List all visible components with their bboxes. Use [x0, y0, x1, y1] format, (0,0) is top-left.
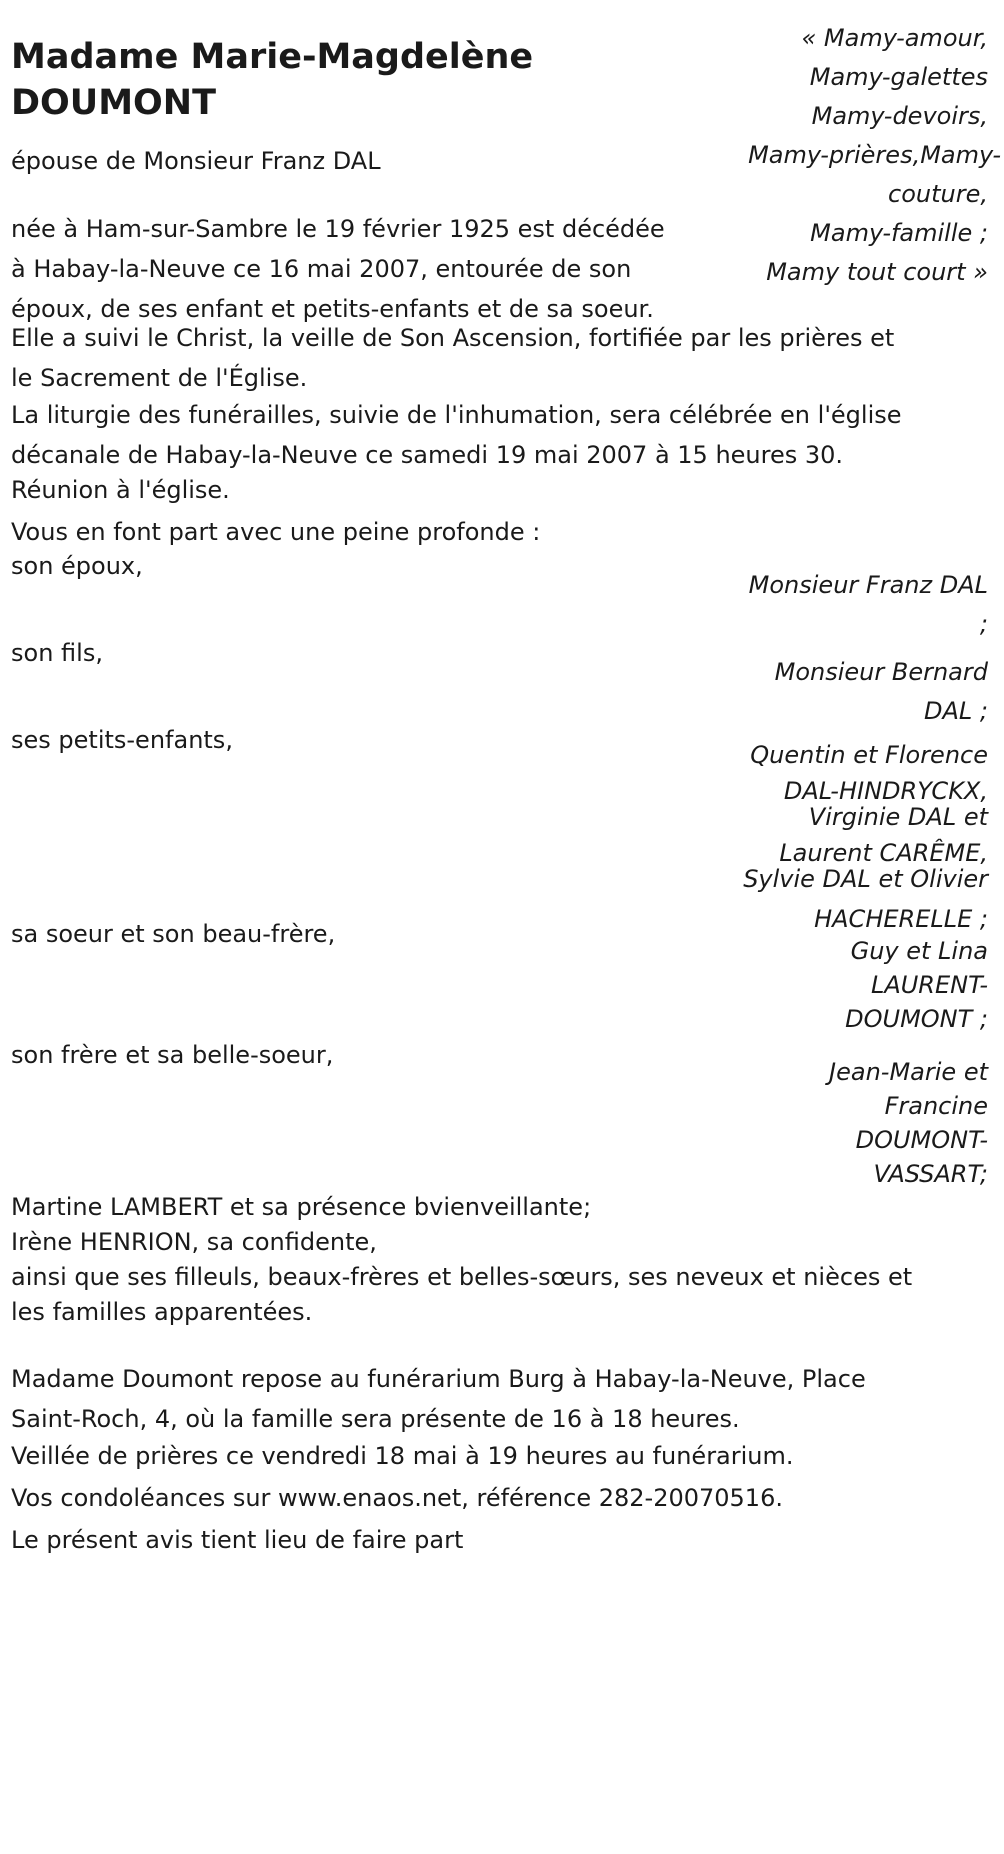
poem-line: « Mamy-amour, [801, 24, 988, 52]
family-name-line: DOUMONT ; [845, 1005, 988, 1033]
text-line: Elle a suivi le Christ, la veille de Son Ascension, fortifiée par les prières et [11, 324, 895, 352]
poem-line: Mamy-famille ; [810, 219, 988, 247]
funerarium-paragraph [11, 1359, 866, 1439]
family-names [688, 653, 988, 731]
family-name-line: Sylvie DAL et Olivier [743, 865, 988, 893]
family-name-line: Virginie DAL et [808, 803, 988, 831]
text-line: le Sacrement de l'Église. [11, 364, 308, 392]
family-name-line: DAL-HINDRYCKX, [783, 777, 988, 805]
family-names [688, 742, 988, 932]
family-relation: son frère et sa belle-soeur, [11, 1041, 334, 1069]
title-line-2: DOUMONT [11, 83, 216, 123]
reunion-line: Réunion à l'église. [11, 476, 230, 504]
vigil-line: Veillée de prières ce vendredi 18 mai à 19 heures au funérarium. [11, 1442, 794, 1470]
family-name-line: DAL ; [924, 697, 988, 725]
family-name-line: Laurent CARÊME, [779, 839, 988, 867]
page-title [11, 34, 651, 126]
family-name-line: Monsieur Franz DAL [748, 571, 988, 599]
christ-paragraph [11, 318, 894, 398]
poem-quote [708, 19, 1001, 292]
spouse-line: épouse de Monsieur Franz DAL [11, 147, 381, 175]
family-name-line: Quentin et Florence [750, 741, 988, 769]
family-name-line: Francine [884, 1092, 988, 1120]
poem-line: Mamy-prières,Mamy- [748, 141, 1001, 169]
text-line: Saint-Roch, 4, où la famille sera présente de 16 à 18 heures. [11, 1405, 740, 1433]
family-relation: sa soeur et son beau-frère, [11, 920, 336, 948]
poem-line: Mamy-devoirs, [811, 102, 988, 130]
text-line: Madame Doumont repose au funérarium Burg à Habay-la-Neuve, Place [11, 1365, 866, 1393]
text-line: ainsi que ses filleuls, beaux-frères et belles-sœurs, ses neveux et nièces et [11, 1263, 913, 1291]
text-line: décanale de Habay-la-Neuve ce samedi 19 mai 2007 à 15 heures 30. [11, 441, 844, 469]
family-name-line: Guy et Lina [850, 937, 988, 965]
family-relation: son fils, [11, 639, 103, 667]
poem-line: Mamy-galettes [809, 63, 988, 91]
others-paragraph [11, 1190, 912, 1330]
family-relation: son époux, [11, 552, 143, 580]
poem-line: Mamy tout court » [766, 258, 988, 286]
family-names [688, 934, 988, 1036]
family-name-line: VASSART; [873, 1160, 988, 1188]
family-name-line: ; [979, 610, 988, 638]
family-name-line: DOUMONT- [855, 1126, 988, 1154]
announce-line: Vous en font part avec une peine profonde : [11, 518, 541, 546]
text-line: époux, de ses enfant et petits-enfants et de sa soeur. [11, 295, 654, 323]
family-names [688, 1055, 988, 1191]
title-line-1: Madame Marie-Magdelène [11, 37, 534, 77]
text-line: Irène HENRION, sa confidente, [11, 1228, 377, 1256]
notice-line: Le présent avis tient lieu de faire part [11, 1526, 464, 1554]
text-line: Martine LAMBERT et sa présence bvienveillante; [11, 1193, 592, 1221]
poem-line: couture, [888, 180, 988, 208]
family-name-line: Monsieur Bernard [774, 658, 988, 686]
family-name-line: Jean-Marie et [829, 1058, 988, 1086]
family-name-line: HACHERELLE ; [814, 905, 988, 933]
family-names [688, 566, 988, 644]
liturgy-paragraph [11, 395, 902, 475]
text-line: La liturgie des funérailles, suivie de l'inhumation, sera célébrée en l'église [11, 401, 902, 429]
text-line: à Habay-la-Neuve ce 16 mai 2007, entourée de son [11, 255, 632, 283]
text-line: les familles apparentées. [11, 1298, 313, 1326]
text-line: née à Ham-sur-Sambre le 19 février 1925 est décédée [11, 215, 665, 243]
family-name-line: LAURENT- [870, 971, 988, 999]
birth-death-paragraph [11, 209, 665, 329]
family-relation: ses petits-enfants, [11, 726, 233, 754]
condolences-line: Vos condoléances sur www.enaos.net, référence 282-20070516. [11, 1484, 783, 1512]
